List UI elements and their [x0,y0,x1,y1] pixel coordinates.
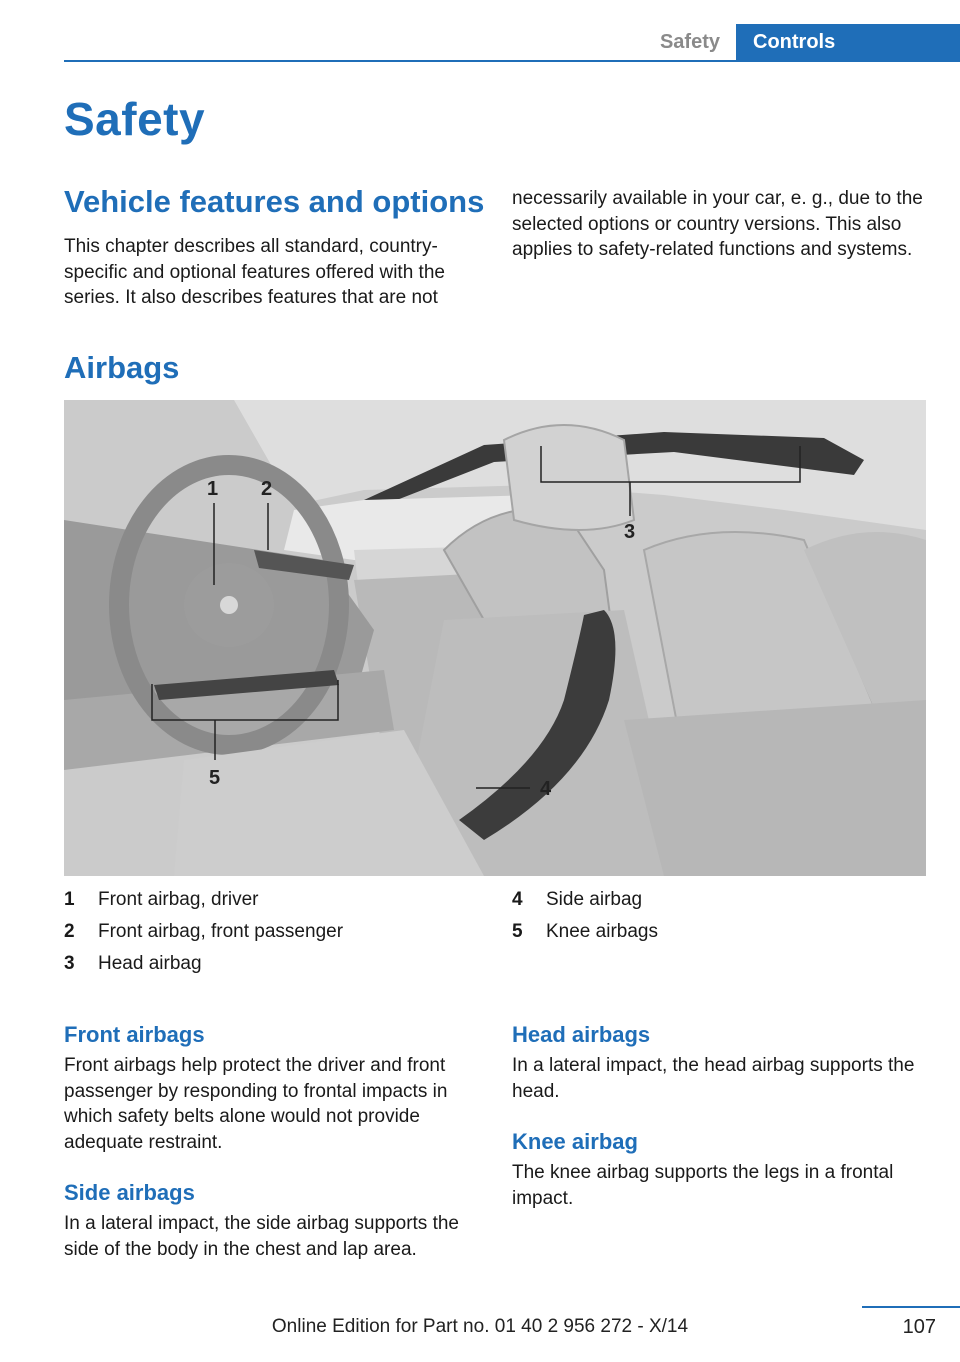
callout-4: 4 [540,778,552,800]
page-title: Safety [64,93,206,145]
intro-text-left: This chapter describes all standard, country-specific and optional features offered with the series. It also describes features that are not [64,236,445,308]
legend-number: 5 [512,921,523,942]
callout-3: 3 [624,521,636,543]
legend-number: 2 [64,921,75,942]
callout-2: 2 [261,478,273,500]
page-number: 107 [902,1316,936,1338]
legend-item [64,948,343,980]
section-heading-airbags: Airbags [64,350,180,385]
footer-edition: Online Edition for Part no. 01 40 2 956 272 - X/14 [271,1316,689,1337]
legend-label: Head airbag [98,953,202,974]
legend-label: Knee airbags [546,921,658,942]
heading-front-airbags: Front airbags [64,1022,205,1047]
header-rule [64,60,960,62]
legend-number: 4 [512,889,523,910]
legend-label: Side airbag [546,889,643,910]
text-side-airbags: In a lateral impact, the side airbag supports the side of the body in the chest and lap area. [64,1213,460,1260]
callout-5: 5 [209,767,221,789]
header-tab-safety: Safety [659,31,720,53]
text-front-airbags: Front airbags help protect the driver and front passenger by responding to frontal impacts in which safety belts alone would not provide adequate restraint. [64,1055,448,1153]
legend-item [512,916,658,948]
legend-left [64,884,343,980]
section-heading-vehicle-features: Vehicle features and options [64,184,485,219]
legend-number: 1 [64,889,75,910]
legend-label: Front airbag, driver [98,889,259,910]
footer-rule [862,1306,960,1308]
airbag-illustration [64,400,926,876]
intro-text-right: necessarily available in your car, e. g., due to the selected options or country versions. This also applies to safety-related functions and systems. [512,188,923,260]
legend-right [512,884,658,948]
legend-item [64,884,343,916]
legend-item [512,884,658,916]
callout-1: 1 [207,478,219,500]
heading-head-airbags: Head airbags [512,1022,651,1047]
text-knee-airbag: The knee airbag supports the legs in a frontal impact. [512,1162,894,1209]
legend-label: Front airbag, front passenger [98,921,344,942]
heading-knee-airbag: Knee airbag [512,1129,638,1154]
legend-item [64,916,343,948]
legend-number: 3 [64,953,75,974]
text-head-airbags: In a lateral impact, the head airbag supports the head. [512,1055,915,1102]
header-tab-controls: Controls [736,24,960,61]
heading-side-airbags: Side airbags [64,1180,195,1205]
